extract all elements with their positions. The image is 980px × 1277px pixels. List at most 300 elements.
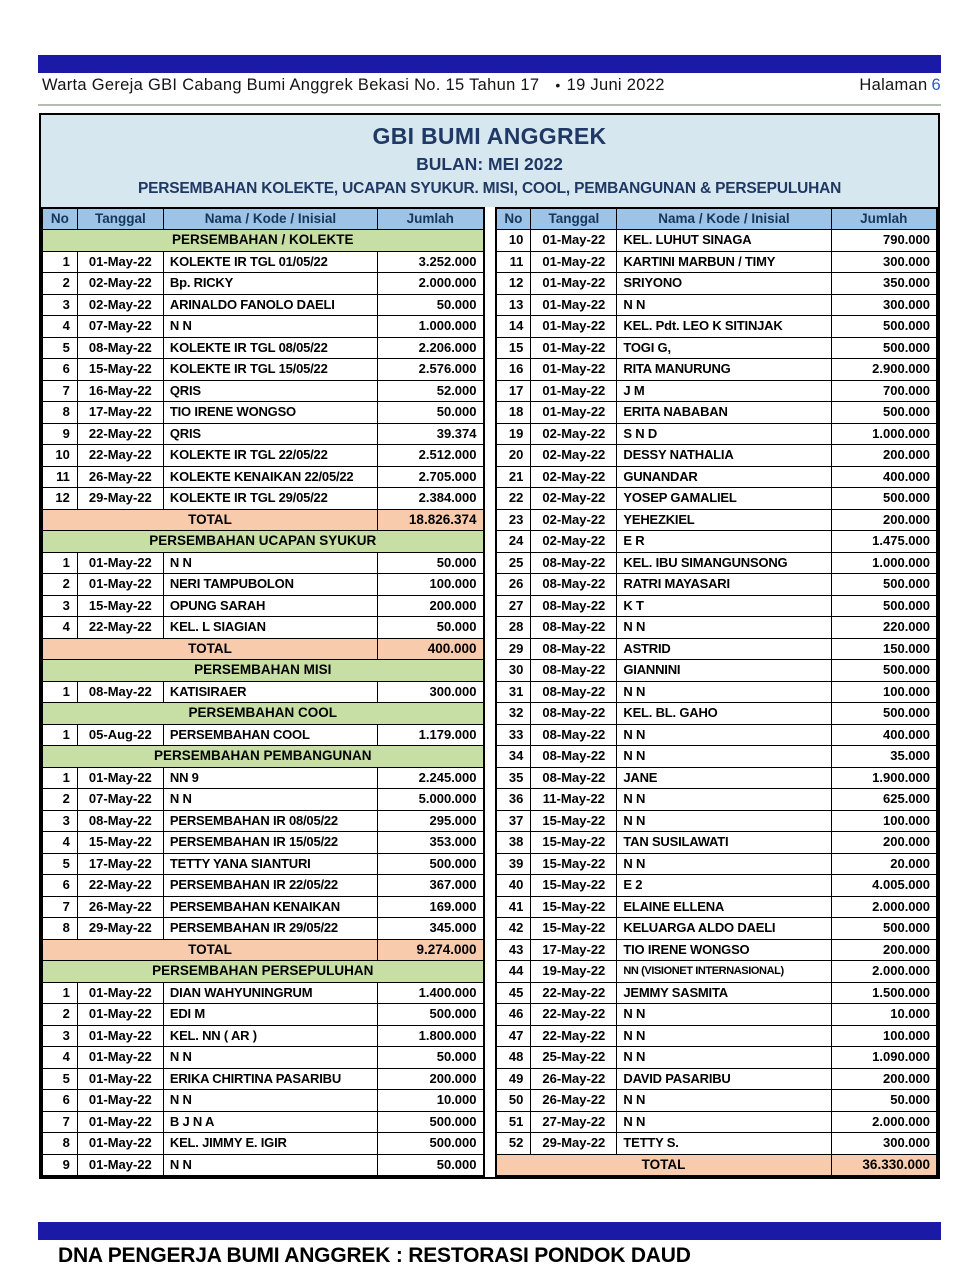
- cell-no: 26: [496, 574, 531, 596]
- cell-tanggal: 22-May-22: [531, 1025, 617, 1047]
- cell-no: 4: [42, 316, 77, 338]
- cell-tanggal: 02-May-22: [531, 466, 617, 488]
- table-row: [42, 724, 484, 746]
- cell-no: 4: [42, 1047, 77, 1069]
- table-row: [496, 1133, 938, 1155]
- cell-nama: N N: [163, 1090, 377, 1112]
- cell-tanggal: 08-May-22: [531, 681, 617, 703]
- cell-no: 40: [496, 875, 531, 897]
- cell-no: 42: [496, 918, 531, 940]
- cell-jumlah: 353.000: [378, 832, 484, 854]
- cell-no: 38: [496, 832, 531, 854]
- cell-jumlah: 169.000: [378, 896, 484, 918]
- cell-nama: NERI TAMPUBOLON: [163, 574, 377, 596]
- table-row: [496, 875, 938, 897]
- cell-no: 20: [496, 445, 531, 467]
- table-row: [42, 617, 484, 639]
- cell-jumlah: 50.000: [378, 552, 484, 574]
- cell-tanggal: 08-May-22: [531, 595, 617, 617]
- cell-jumlah: 500.000: [378, 853, 484, 875]
- cell-no: 32: [496, 703, 531, 725]
- cell-tanggal: 29-May-22: [77, 488, 163, 510]
- table-row: [42, 552, 484, 574]
- cell-jumlah: 1.500.000: [831, 982, 937, 1004]
- cell-tanggal: 01-May-22: [77, 1133, 163, 1155]
- cell-no: 16: [496, 359, 531, 381]
- cell-tanggal: 02-May-22: [531, 423, 617, 445]
- cell-jumlah: 50.000: [378, 402, 484, 424]
- cell-tanggal: 01-May-22: [77, 1068, 163, 1090]
- cell-tanggal: 01-May-22: [77, 1154, 163, 1176]
- col-header-no: No: [496, 208, 531, 230]
- cell-tanggal: 01-May-22: [531, 402, 617, 424]
- cell-jumlah: 300.000: [831, 294, 937, 316]
- table-row: [496, 509, 938, 531]
- masthead-right: [859, 76, 941, 95]
- cell-jumlah: 367.000: [378, 875, 484, 897]
- cell-nama: K T: [617, 595, 831, 617]
- cell-nama: TOGI G,: [617, 337, 831, 359]
- cell-nama: KARTINI MARBUN / TIMY: [617, 251, 831, 273]
- table-row: [42, 402, 484, 424]
- cell-tanggal: 05-Aug-22: [77, 724, 163, 746]
- cell-jumlah: 200.000: [378, 595, 484, 617]
- cell-tanggal: 01-May-22: [531, 251, 617, 273]
- cell-no: 24: [496, 531, 531, 553]
- cell-jumlah: 50.000: [378, 1154, 484, 1176]
- cell-nama: TIO IRENE WONGSO: [163, 402, 377, 424]
- cell-no: 11: [496, 251, 531, 273]
- table-row: [496, 617, 938, 639]
- cell-tanggal: 29-May-22: [531, 1133, 617, 1155]
- cell-no: 1: [42, 982, 77, 1004]
- cell-no: 3: [42, 595, 77, 617]
- table-row: [496, 939, 938, 961]
- cell-no: 1: [42, 681, 77, 703]
- cell-no: 44: [496, 961, 531, 983]
- cell-nama: PERSEMBAHAN IR 29/05/22: [163, 918, 377, 940]
- cell-jumlah: 200.000: [831, 509, 937, 531]
- cell-no: 19: [496, 423, 531, 445]
- cell-nama: OPUNG SARAH: [163, 595, 377, 617]
- cell-no: 33: [496, 724, 531, 746]
- table-row: [496, 1025, 938, 1047]
- cell-jumlah: 200.000: [831, 1068, 937, 1090]
- cell-jumlah: 400.000: [831, 724, 937, 746]
- table-row: [42, 853, 484, 875]
- cell-tanggal: 01-May-22: [531, 273, 617, 295]
- cell-nama: EDI M: [163, 1004, 377, 1026]
- cell-jumlah: 625.000: [831, 789, 937, 811]
- header-row: [496, 208, 938, 230]
- cell-jumlah: 20.000: [831, 853, 937, 875]
- col-header-no: No: [42, 208, 77, 230]
- table-row: [42, 488, 484, 510]
- cell-no: 48: [496, 1047, 531, 1069]
- page-number: 6: [931, 76, 941, 94]
- section-header: PERSEMBAHAN MISI: [42, 660, 484, 682]
- cell-no: 21: [496, 466, 531, 488]
- cell-no: 3: [42, 1025, 77, 1047]
- cell-no: 37: [496, 810, 531, 832]
- cell-tanggal: 15-May-22: [77, 595, 163, 617]
- cell-jumlah: 500.000: [378, 1133, 484, 1155]
- table-row: [496, 789, 938, 811]
- table-row: [496, 251, 938, 273]
- cell-tanggal: 08-May-22: [531, 724, 617, 746]
- cell-tanggal: 15-May-22: [531, 853, 617, 875]
- top-navy-bar: [38, 55, 941, 73]
- cell-tanggal: 22-May-22: [531, 982, 617, 1004]
- cell-nama: KATISIRAER: [163, 681, 377, 703]
- cell-nama: N N: [163, 1047, 377, 1069]
- cell-nama: KOLEKTE KENAIKAN 22/05/22: [163, 466, 377, 488]
- cell-nama: N N: [617, 617, 831, 639]
- cell-tanggal: 08-May-22: [77, 337, 163, 359]
- cell-tanggal: 01-May-22: [531, 359, 617, 381]
- cell-no: 50: [496, 1090, 531, 1112]
- cell-nama: J M: [617, 380, 831, 402]
- cell-nama: KEL. IBU SIMANGUNSONG: [617, 552, 831, 574]
- cell-jumlah: 200.000: [831, 445, 937, 467]
- table-row: [42, 875, 484, 897]
- table-row: [42, 1004, 484, 1026]
- table-row: [42, 982, 484, 1004]
- cell-tanggal: 08-May-22: [531, 574, 617, 596]
- table-row: [496, 724, 938, 746]
- section-row: [42, 660, 484, 682]
- section-header: PERSEMBAHAN COOL: [42, 703, 484, 725]
- table-row: [42, 767, 484, 789]
- masthead-left: [42, 76, 671, 95]
- cell-jumlah: 500.000: [831, 595, 937, 617]
- cell-jumlah: 300.000: [378, 681, 484, 703]
- cell-jumlah: 400.000: [831, 466, 937, 488]
- cell-nama: NN 9: [163, 767, 377, 789]
- cell-no: 49: [496, 1068, 531, 1090]
- table-row: [496, 703, 938, 725]
- right-table-head: [496, 208, 938, 230]
- cell-jumlah: 200.000: [831, 939, 937, 961]
- table-row: [42, 918, 484, 940]
- cell-no: 6: [42, 1090, 77, 1112]
- cell-tanggal: 08-May-22: [531, 767, 617, 789]
- cell-tanggal: 02-May-22: [531, 445, 617, 467]
- cell-tanggal: 02-May-22: [77, 273, 163, 295]
- cell-no: 10: [496, 230, 531, 252]
- cell-no: 3: [42, 294, 77, 316]
- cell-nama: QRIS: [163, 423, 377, 445]
- cell-jumlah: 50.000: [378, 1047, 484, 1069]
- section-header: PERSEMBAHAN / KOLEKTE: [42, 230, 484, 252]
- cell-nama: N N: [617, 746, 831, 768]
- cell-jumlah: 1.800.000: [378, 1025, 484, 1047]
- cell-tanggal: 01-May-22: [531, 337, 617, 359]
- table-row: [42, 273, 484, 295]
- table-row: [42, 1025, 484, 1047]
- cell-tanggal: 07-May-22: [77, 316, 163, 338]
- cell-tanggal: 02-May-22: [77, 294, 163, 316]
- cell-nama: KEL. BL. GAHO: [617, 703, 831, 725]
- cell-tanggal: 08-May-22: [531, 703, 617, 725]
- cell-no: 13: [496, 294, 531, 316]
- cell-no: 2: [42, 273, 77, 295]
- cell-tanggal: 01-May-22: [77, 552, 163, 574]
- cell-jumlah: 100.000: [831, 681, 937, 703]
- table-row: [42, 316, 484, 338]
- cell-no: 25: [496, 552, 531, 574]
- section-row: [42, 230, 484, 252]
- table-row: [496, 337, 938, 359]
- cell-nama: N N: [617, 853, 831, 875]
- cell-jumlah: 790.000: [831, 230, 937, 252]
- cell-no: 7: [42, 380, 77, 402]
- total-label: TOTAL: [496, 1154, 832, 1176]
- cell-no: 8: [42, 918, 77, 940]
- cell-jumlah: 3.252.000: [378, 251, 484, 273]
- cell-jumlah: 500.000: [831, 703, 937, 725]
- table-row: [42, 251, 484, 273]
- cell-jumlah: 2.206.000: [378, 337, 484, 359]
- table-row: [496, 273, 938, 295]
- masthead-date: 19 Juni 2022: [566, 76, 665, 94]
- table-row: [42, 1133, 484, 1155]
- masthead-divider: [38, 104, 941, 106]
- cell-no: 18: [496, 402, 531, 424]
- table-row: [496, 918, 938, 940]
- cell-tanggal: 25-May-22: [531, 1047, 617, 1069]
- total-label: TOTAL: [42, 638, 378, 660]
- table-row: [496, 961, 938, 983]
- cell-nama: KOLEKTE IR TGL 01/05/22: [163, 251, 377, 273]
- col-header-nama: Nama / Kode / Inisial: [617, 208, 831, 230]
- cell-no: 2: [42, 789, 77, 811]
- total-row: [42, 939, 484, 961]
- total-label: TOTAL: [42, 939, 378, 961]
- cell-nama: ERIKA CHIRTINA PASARIBU: [163, 1068, 377, 1090]
- cell-tanggal: 26-May-22: [77, 466, 163, 488]
- cell-jumlah: 1.400.000: [378, 982, 484, 1004]
- cell-tanggal: 08-May-22: [77, 681, 163, 703]
- cell-nama: QRIS: [163, 380, 377, 402]
- cell-no: 28: [496, 617, 531, 639]
- table-row: [42, 1068, 484, 1090]
- table-row: [496, 552, 938, 574]
- table-row: [42, 359, 484, 381]
- cell-tanggal: 15-May-22: [531, 875, 617, 897]
- table-row: [42, 1111, 484, 1133]
- table-row: [496, 595, 938, 617]
- cell-jumlah: 2.384.000: [378, 488, 484, 510]
- table-row: [496, 1068, 938, 1090]
- cell-tanggal: 19-May-22: [531, 961, 617, 983]
- cell-nama: Bp. RICKY: [163, 273, 377, 295]
- table-row: [496, 488, 938, 510]
- section-row: [42, 961, 484, 983]
- page-label: Halaman: [859, 76, 928, 94]
- cell-no: 14: [496, 316, 531, 338]
- cell-tanggal: 22-May-22: [77, 423, 163, 445]
- cell-no: 5: [42, 1068, 77, 1090]
- cell-nama: KOLEKTE IR TGL 08/05/22: [163, 337, 377, 359]
- cell-no: 4: [42, 617, 77, 639]
- cell-jumlah: 2.000.000: [831, 896, 937, 918]
- cell-jumlah: 2.245.000: [378, 767, 484, 789]
- cell-jumlah: 1.179.000: [378, 724, 484, 746]
- masthead-title: Warta Gereja GBI Cabang Bumi Anggrek Bekasi No. 15 Tahun 17: [42, 76, 540, 94]
- cell-nama: E 2: [617, 875, 831, 897]
- table-row: [496, 445, 938, 467]
- table-row: [42, 337, 484, 359]
- cell-nama: N N: [163, 789, 377, 811]
- cell-nama: GIANNINI: [617, 660, 831, 682]
- table-row: [496, 660, 938, 682]
- table-row: [496, 423, 938, 445]
- cell-nama: KOLEKTE IR TGL 15/05/22: [163, 359, 377, 381]
- cell-no: 27: [496, 595, 531, 617]
- cell-nama: DESSY NATHALIA: [617, 445, 831, 467]
- cell-no: 22: [496, 488, 531, 510]
- cell-jumlah: 220.000: [831, 617, 937, 639]
- cell-tanggal: 26-May-22: [531, 1090, 617, 1112]
- cell-nama: N N: [617, 810, 831, 832]
- cell-no: 35: [496, 767, 531, 789]
- cell-tanggal: 22-May-22: [77, 617, 163, 639]
- total-value: 18.826.374: [378, 509, 484, 531]
- cell-jumlah: 345.000: [378, 918, 484, 940]
- cell-jumlah: 2.512.000: [378, 445, 484, 467]
- cell-jumlah: 50.000: [378, 617, 484, 639]
- section-header: PERSEMBAHAN PEMBANGUNAN: [42, 746, 484, 768]
- cell-tanggal: 01-May-22: [77, 1004, 163, 1026]
- table-row: [496, 359, 938, 381]
- cell-nama: PERSEMBAHAN COOL: [163, 724, 377, 746]
- table-row: [496, 402, 938, 424]
- cell-tanggal: 15-May-22: [77, 832, 163, 854]
- cell-jumlah: 2.000.000: [378, 273, 484, 295]
- cell-tanggal: 08-May-22: [531, 660, 617, 682]
- cell-no: 43: [496, 939, 531, 961]
- cell-nama: KEL. NN ( AR ): [163, 1025, 377, 1047]
- cell-jumlah: 2.000.000: [831, 961, 937, 983]
- cell-no: 47: [496, 1025, 531, 1047]
- cell-nama: TETTY S.: [617, 1133, 831, 1155]
- cell-tanggal: 01-May-22: [77, 1025, 163, 1047]
- cell-jumlah: 500.000: [831, 316, 937, 338]
- tables-wrapper: [41, 207, 938, 1177]
- cell-jumlah: 50.000: [378, 294, 484, 316]
- table-row: [42, 595, 484, 617]
- cell-tanggal: 02-May-22: [531, 488, 617, 510]
- cell-no: 1: [42, 552, 77, 574]
- table-row: [496, 531, 938, 553]
- cell-jumlah: 35.000: [831, 746, 937, 768]
- cell-tanggal: 07-May-22: [77, 789, 163, 811]
- cell-tanggal: 01-May-22: [531, 230, 617, 252]
- cell-tanggal: 01-May-22: [77, 982, 163, 1004]
- cell-nama: N N: [617, 724, 831, 746]
- cell-nama: PERSEMBAHAN KENAIKAN: [163, 896, 377, 918]
- cell-no: 1: [42, 767, 77, 789]
- cell-no: 46: [496, 1004, 531, 1026]
- table-row: [42, 896, 484, 918]
- cell-tanggal: 16-May-22: [77, 380, 163, 402]
- cell-no: 1: [42, 724, 77, 746]
- total-row: [496, 1154, 938, 1176]
- table-row: [496, 294, 938, 316]
- cell-jumlah: 500.000: [378, 1004, 484, 1026]
- table-row: [496, 746, 938, 768]
- cell-no: 2: [42, 574, 77, 596]
- cell-nama: RITA MANURUNG: [617, 359, 831, 381]
- cell-tanggal: 22-May-22: [77, 445, 163, 467]
- cell-tanggal: 02-May-22: [531, 509, 617, 531]
- cell-no: 6: [42, 875, 77, 897]
- table-row: [496, 380, 938, 402]
- table-row: [42, 810, 484, 832]
- cell-no: 12: [496, 273, 531, 295]
- cell-jumlah: 500.000: [378, 1111, 484, 1133]
- section-row: [42, 703, 484, 725]
- cell-jumlah: 350.000: [831, 273, 937, 295]
- cell-jumlah: 500.000: [831, 402, 937, 424]
- masthead: [42, 76, 941, 95]
- cell-tanggal: 08-May-22: [77, 810, 163, 832]
- cell-nama: TIO IRENE WONGSO: [617, 939, 831, 961]
- cell-nama: YOSEP GAMALIEL: [617, 488, 831, 510]
- cell-tanggal: 01-May-22: [77, 251, 163, 273]
- cell-nama: DIAN WAHYUNINGRUM: [163, 982, 377, 1004]
- cell-tanggal: 01-May-22: [77, 1047, 163, 1069]
- cell-tanggal: 01-May-22: [531, 294, 617, 316]
- cell-tanggal: 08-May-22: [531, 638, 617, 660]
- cell-nama: KELUARGA ALDO DAELI: [617, 918, 831, 940]
- col-header-jumlah: Jumlah: [831, 208, 937, 230]
- cell-jumlah: 2.576.000: [378, 359, 484, 381]
- table-row: [42, 1090, 484, 1112]
- cell-nama: ASTRID: [617, 638, 831, 660]
- cell-nama: ARINALDO FANOLO DAELI: [163, 294, 377, 316]
- cell-jumlah: 700.000: [831, 380, 937, 402]
- cell-tanggal: 15-May-22: [531, 832, 617, 854]
- cell-no: 23: [496, 509, 531, 531]
- cell-nama: TAN SUSILAWATI: [617, 832, 831, 854]
- cell-tanggal: 01-May-22: [77, 1111, 163, 1133]
- section-row: [42, 531, 484, 553]
- cell-tanggal: 15-May-22: [77, 359, 163, 381]
- cell-nama: N N: [617, 1090, 831, 1112]
- col-header-tanggal: Tanggal: [77, 208, 163, 230]
- cell-jumlah: 100.000: [831, 810, 937, 832]
- cell-nama: N N: [617, 681, 831, 703]
- total-label: TOTAL: [42, 509, 378, 531]
- offering-report: [39, 113, 940, 1179]
- cell-tanggal: 15-May-22: [531, 918, 617, 940]
- total-row: [42, 509, 484, 531]
- table-row: [42, 1047, 484, 1069]
- cell-no: 36: [496, 789, 531, 811]
- cell-tanggal: 01-May-22: [77, 574, 163, 596]
- cell-no: 7: [42, 896, 77, 918]
- cell-jumlah: 1.000.000: [831, 552, 937, 574]
- right-table-body: [496, 230, 938, 1176]
- left-table-body: [42, 230, 484, 1176]
- left-table: [41, 207, 485, 1177]
- cell-jumlah: 300.000: [831, 1133, 937, 1155]
- cell-no: 4: [42, 832, 77, 854]
- cell-jumlah: 200.000: [831, 832, 937, 854]
- cell-no: 29: [496, 638, 531, 660]
